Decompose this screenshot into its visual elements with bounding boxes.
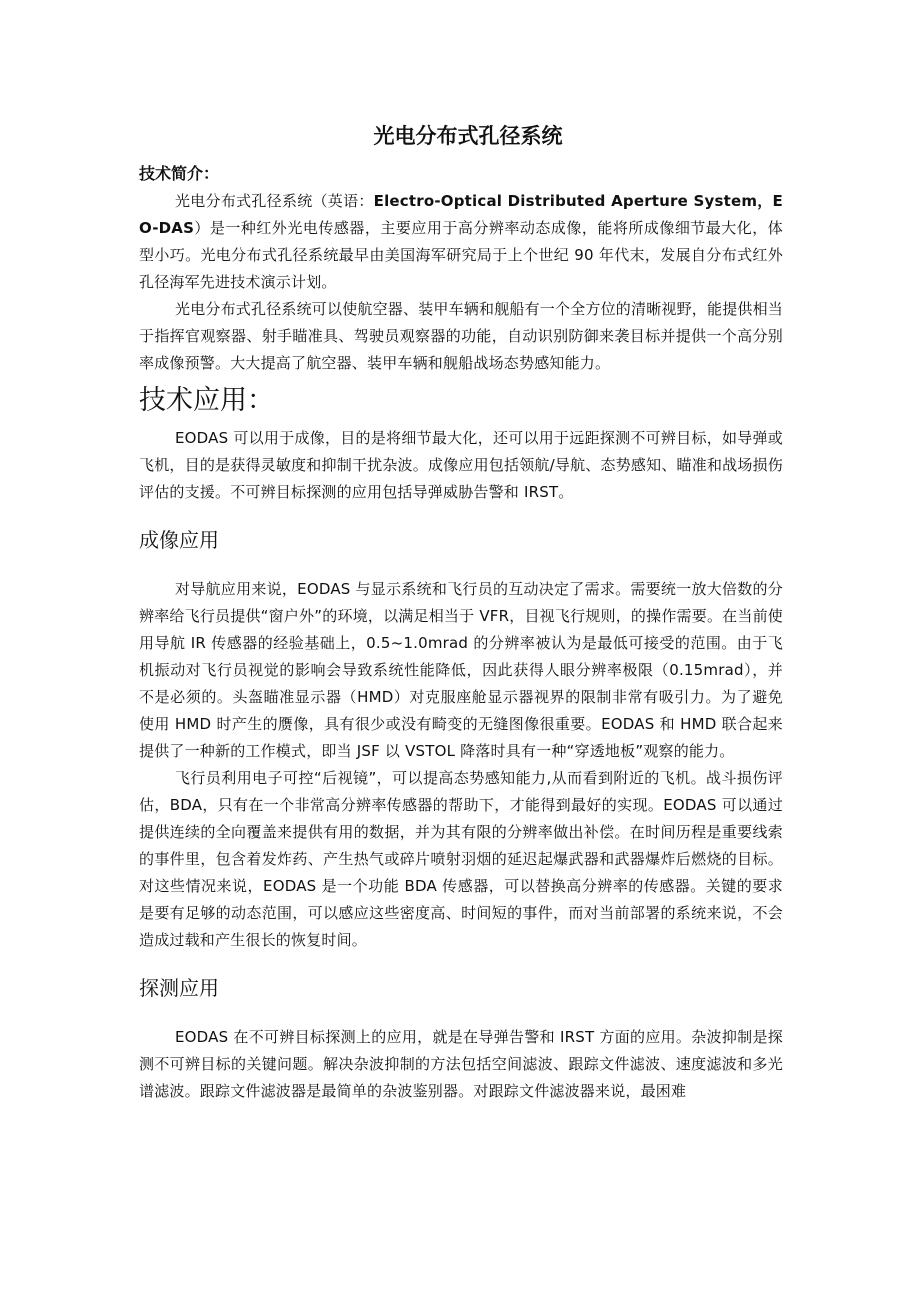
intro-paragraph-1 [139, 188, 783, 296]
document-page [139, 118, 783, 1105]
intro-p1-prefix: 光电分布式孔径系统（英语： [175, 192, 374, 210]
intro-p1-suffix: ）是一种红外光电传感器，主要应用于高分辨率动态成像，能将所成像细节最大化，体型小巧。光电分布式孔径系统最早由美国海军研究局于上个世纪 90 年代末，发展自分布式红外孔径海军先进技术演示计划。 [139, 219, 783, 291]
imaging-paragraph-2: 飞行员利用电子可控“后视镜”，可以提高态势感知能力,从而看到附近的飞机。战斗损伤评估，BDA，只有在一个非常高分辨率传感器的帮助下，才能得到最好的实现。EODAS 可以通过提供连续的全向覆盖来提供有用的数据，并为其有限的分辨率做出补偿。在时间历程是重要线索的事件里，包含着发炸药、产生热气或碎片喷射羽烟的延迟起爆武器和武器爆炸后燃烧的目标。对这些情况来说，EODAS 是一个功能 BDA 传感器，可以替换高分辨率的传感器。关键的要求是要有足够的动态范围，可以感应这些密度高、时间短的事件，而对当前部署的系统来说，不会造成过载和产生很长的恢复时间。 [139, 769, 783, 949]
intro-p1-english-name: Electro-Optical Distributed Aperture System，EO-DAS [139, 192, 784, 237]
detection-paragraph: EODAS 在不可辨目标探测上的应用，就是在导弹告警和 IRST 方面的应用。杂波抑制是探测不可辨目标的关键问题。解决杂波抑制的方法包括空间滤波、跟踪文件滤波、速度滤波和多光谱滤波。跟踪文件滤波器是最简单的杂波鉴别器。对跟踪文件滤波器来说，最困难 [139, 1028, 783, 1100]
imaging-paragraph-1: 对导航应用来说，EODAS 与显示系统和飞行员的互动决定了需求。需要统一放大倍数的分辨率给飞行员提供“窗户外”的环境，以满足相当于 VFR，目视飞行规则，的操作需要。在当前使用导航 IR 传感器的经验基础上，0.5~1.0mrad 的分辨率被认为是最低可接受的范围。由于飞机振动对飞行员视觉的影响会导致系统性能降低，因此获得人眼分辨率极限（0.15mrad），并不是必须的。头盔瞄准显示器（HMD）对克服座舱显示器视界的限制非常有吸引力。为了避免使用 HMD 时产生的赝像，具有很少或没有畸变的无缝图像很重要。EODAS 和 HMD 联合起来提供了一种新的工作模式，即当 JSF 以 VSTOL 降落时具有一种“穿透地板”观察的能力。 [139, 580, 783, 760]
document-title: 光电分布式孔径系统 [373, 124, 563, 148]
application-paragraph: EODAS 可以用于成像，目的是将细节最大化，还可以用于远距探测不可辨目标，如导弹或飞机，目的是获得灵敏度和抑制干扰杂波。成像应用包括领航/导航、态势感知、瞄准和战场损伤评估的支援。不可辨目标探测的应用包括导弹威胁告警和 IRST。 [139, 429, 783, 501]
application-heading: 技术应用： [139, 385, 274, 416]
intro-label: 技术简介： [139, 164, 220, 183]
detection-heading: 探测应用 [139, 976, 219, 1000]
imaging-heading: 成像应用 [139, 528, 219, 552]
intro-paragraph-2: 光电分布式孔径系统可以使航空器、装甲车辆和舰船有一个全方位的清晰视野，能提供相当于指挥官观察器、射手瞄准具、驾驶员观察器的功能，自动识别防御来袭目标并提供一个高分别率成像预警。大大提高了航空器、装甲车辆和舰船战场态势感知能力。 [139, 300, 784, 372]
